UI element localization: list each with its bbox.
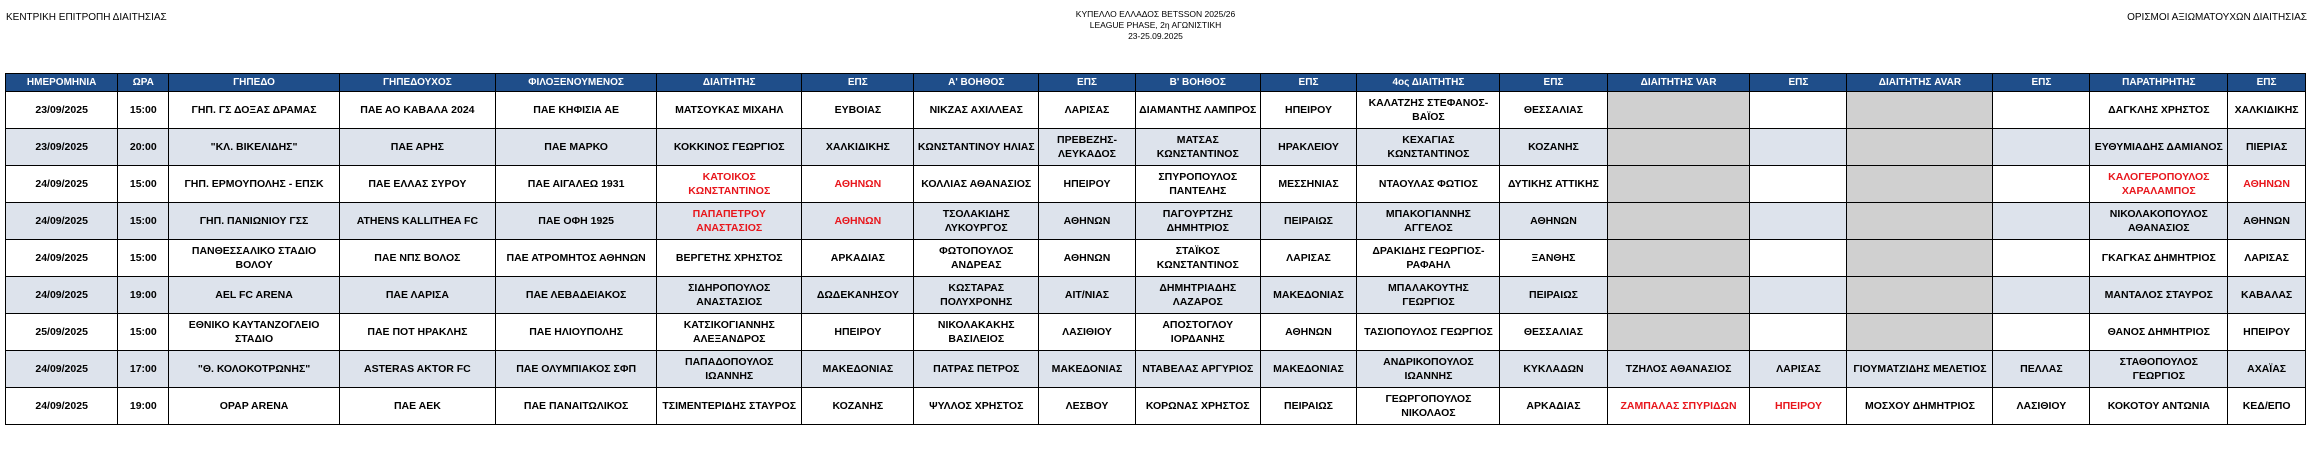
cell-away: ΠΑΕ ΚΗΦΙΣΙΑ ΑΕ <box>495 92 656 129</box>
cell-observer: ΚΑΛΟΓΕΡΟΠΟΥΛΟΣ ΧΑΡΑΛΑΜΠΟΣ <box>2090 166 2228 203</box>
cell-avar <box>1847 203 1993 240</box>
cell-home: ΠΑΕ ΑΕΚ <box>339 388 495 425</box>
cell-referee-eps: ΑΘΗΝΩΝ <box>802 203 914 240</box>
cell-fourth-eps: ΚΟΖΑΝΗΣ <box>1500 129 1607 166</box>
cell-observer-eps: ΗΠΕΙΡΟΥ <box>2228 314 2306 351</box>
cell-home: ΠΑΕ ΝΠΣ ΒΟΛΟΣ <box>339 240 495 277</box>
cell-ar1-eps: ΛΑΡΙΣΑΣ <box>1039 92 1136 129</box>
cell-date: 24/09/2025 <box>6 351 118 388</box>
cell-ar2: ΣΤΑΪΚΟΣ ΚΩΝΣΤΑΝΤΙΝΟΣ <box>1135 240 1260 277</box>
cell-var-eps <box>1750 314 1847 351</box>
cell-observer-eps: ΠΙΕΡΙΑΣ <box>2228 129 2306 166</box>
cell-avar: ΓΙΟΥΜΑΤΖΙΔΗΣ ΜΕΛΕΤΙΟΣ <box>1847 351 1993 388</box>
cell-observer: ΣΤΑΘΟΠΟΥΛΟΣ ΓΕΩΡΓΙΟΣ <box>2090 351 2228 388</box>
cell-avar: ΜΟΣΧΟΥ ΔΗΜΗΤΡΙΟΣ <box>1847 388 1993 425</box>
cell-date: 24/09/2025 <box>6 166 118 203</box>
cell-avar <box>1847 129 1993 166</box>
cell-referee: ΠΑΠΑΔΟΠΟΥΛΟΣ ΙΩΑΝΝΗΣ <box>657 351 802 388</box>
cell-time: 19:00 <box>118 277 169 314</box>
cell-ar1-eps: ΠΡΕΒΕΖΗΣ-ΛΕΥΚΑΔΟΣ <box>1039 129 1136 166</box>
cell-fourth-eps: ΘΕΣΣΑΛΙΑΣ <box>1500 314 1607 351</box>
cell-ar1-eps: ΛΕΣΒΟΥ <box>1039 388 1136 425</box>
cell-fourth: ΔΡΑΚΙΔΗΣ ΓΕΩΡΓΙΟΣ-ΡΑΦΑΗΛ <box>1357 240 1500 277</box>
cell-var-eps <box>1750 166 1847 203</box>
cell-home: ΠΑΕ ΑΡΗΣ <box>339 129 495 166</box>
cell-ar1-eps: ΜΑΚΕΔΟΝΙΑΣ <box>1039 351 1136 388</box>
cell-fourth-eps: ΑΘΗΝΩΝ <box>1500 203 1607 240</box>
cell-avar-eps <box>1993 166 2090 203</box>
cell-ar2-eps: ΠΕΙΡΑΙΩΣ <box>1260 388 1357 425</box>
cell-home: ΠΑΕ ΛΑΡΙΣΑ <box>339 277 495 314</box>
cell-ar2: ΑΠΟΣΤΟΓΛΟΥ ΙΟΡΔΑΝΗΣ <box>1135 314 1260 351</box>
cell-ar2: ΔΗΜΗΤΡΙΑΔΗΣ ΛΑΖΑΡΟΣ <box>1135 277 1260 314</box>
cell-ar1-eps: ΗΠΕΙΡΟΥ <box>1039 166 1136 203</box>
cell-avar-eps <box>1993 203 2090 240</box>
col-header-avar: ΔΙΑΙΤΗΤΗΣ AVAR <box>1847 74 1993 92</box>
cell-avar-eps <box>1993 92 2090 129</box>
cell-fourth: ΜΠΑΚΟΓΙΑΝΝΗΣ ΑΓΓΕΛΟΣ <box>1357 203 1500 240</box>
col-header-date: ΗΜΕΡΟΜΗΝΙΑ <box>6 74 118 92</box>
cell-home: ΠΑΕ ΑΟ ΚΑΒΑΛΑ 2024 <box>339 92 495 129</box>
cell-referee-eps: ΧΑΛΚΙΔΙΚΗΣ <box>802 129 914 166</box>
cell-fourth: ΚΕΧΑΓΙΑΣ ΚΩΝΣΤΑΝΤΙΝΟΣ <box>1357 129 1500 166</box>
cell-var: ΖΑΜΠΑΛΑΣ ΣΠΥΡΙΔΩΝ <box>1607 388 1750 425</box>
cell-observer: ΔΑΓΚΛΗΣ ΧΡΗΣΤΟΣ <box>2090 92 2228 129</box>
cell-avar <box>1847 92 1993 129</box>
cell-referee: ΚΑΤΣΙΚΟΓΙΑΝΝΗΣ ΑΛΕΞΑΝΔΡΟΣ <box>657 314 802 351</box>
cell-ar2: ΝΤΑΒΕΛΑΣ ΑΡΓΥΡΙΟΣ <box>1135 351 1260 388</box>
cell-referee: ΒΕΡΓΕΤΗΣ ΧΡΗΣΤΟΣ <box>657 240 802 277</box>
cell-var <box>1607 277 1750 314</box>
cell-date: 25/09/2025 <box>6 314 118 351</box>
table-row <box>6 203 2306 240</box>
table-row <box>6 314 2306 351</box>
cell-time: 15:00 <box>118 92 169 129</box>
col-header-ar2-eps: ΕΠΣ <box>1260 74 1357 92</box>
cell-ar2-eps: ΜΑΚΕΔΟΝΙΑΣ <box>1260 351 1357 388</box>
cell-ar2-eps: ΗΡΑΚΛΕΙΟΥ <box>1260 129 1357 166</box>
cell-avar <box>1847 240 1993 277</box>
cell-away: ΠΑΕ ΛΕΒΑΔΕΙΑΚΟΣ <box>495 277 656 314</box>
cell-avar <box>1847 277 1993 314</box>
col-header-time: ΩΡΑ <box>118 74 169 92</box>
referee-assignments-table <box>5 73 2306 425</box>
col-header-ar1: Α' ΒΟΗΘΟΣ <box>914 74 1039 92</box>
cell-stadium: ΕΘΝΙΚΟ ΚΑΥΤΑΝΖΟΓΛΕΙΟ ΣΤΑΔΙΟ <box>169 314 339 351</box>
cell-ar1-eps: ΑΘΗΝΩΝ <box>1039 203 1136 240</box>
cell-fourth-eps: ΑΡΚΑΔΙΑΣ <box>1500 388 1607 425</box>
col-header-ar2: Β' ΒΟΗΘΟΣ <box>1135 74 1260 92</box>
cell-away: ΠΑΕ ΠΑΝΑΙΤΩΛΙΚΟΣ <box>495 388 656 425</box>
cell-date: 24/09/2025 <box>6 203 118 240</box>
cell-var-eps <box>1750 203 1847 240</box>
cell-time: 15:00 <box>118 240 169 277</box>
cell-observer: ΕΥΘΥΜΙΑΔΗΣ ΔΑΜΙΑΝΟΣ <box>2090 129 2228 166</box>
cell-var: ΤΖΗΛΟΣ ΑΘΑΝΑΣΙΟΣ <box>1607 351 1750 388</box>
table-row <box>6 240 2306 277</box>
cell-var <box>1607 203 1750 240</box>
col-header-referee-eps: ΕΠΣ <box>802 74 914 92</box>
table-row <box>6 388 2306 425</box>
cell-ar1: ΨΥΛΛΟΣ ΧΡΗΣΤΟΣ <box>914 388 1039 425</box>
cell-avar-eps: ΠΕΛΛΑΣ <box>1993 351 2090 388</box>
cell-date: 24/09/2025 <box>6 277 118 314</box>
col-header-avar-eps: ΕΠΣ <box>1993 74 2090 92</box>
cell-stadium: ΠΑΝΘΕΣΣΑΛΙΚΟ ΣΤΑΔΙΟ ΒΟΛΟΥ <box>169 240 339 277</box>
cell-date: 23/09/2025 <box>6 129 118 166</box>
table-row <box>6 92 2306 129</box>
cell-stadium: "ΚΛ. ΒΙΚΕΛΙΔΗΣ" <box>169 129 339 166</box>
cell-home: ΠΑΕ ΠΟΤ ΗΡΑΚΛΗΣ <box>339 314 495 351</box>
cell-observer: ΓΚΑΓΚΑΣ ΔΗΜΗΤΡΙΟΣ <box>2090 240 2228 277</box>
col-header-observer: ΠΑΡΑΤΗΡΗΤΗΣ <box>2090 74 2228 92</box>
cell-ar2-eps: ΜΕΣΣΗΝΙΑΣ <box>1260 166 1357 203</box>
cell-ar2: ΣΠΥΡΟΠΟΥΛΟΣ ΠΑΝΤΕΛΗΣ <box>1135 166 1260 203</box>
cell-avar <box>1847 314 1993 351</box>
cell-stadium: OPAP ARENA <box>169 388 339 425</box>
cell-referee: ΠΑΠΑΠΕΤΡΟΥ ΑΝΑΣΤΑΣΙΟΣ <box>657 203 802 240</box>
cell-fourth-eps: ΠΕΙΡΑΙΩΣ <box>1500 277 1607 314</box>
cell-var-eps: ΛΑΡΙΣΑΣ <box>1750 351 1847 388</box>
table-row <box>6 129 2306 166</box>
cell-date: 24/09/2025 <box>6 240 118 277</box>
cell-fourth-eps: ΞΑΝΘΗΣ <box>1500 240 1607 277</box>
cell-referee: ΚΑΤΟΙΚΟΣ ΚΩΝΣΤΑΝΤΙΝΟΣ <box>657 166 802 203</box>
col-header-var-eps: ΕΠΣ <box>1750 74 1847 92</box>
cell-var <box>1607 240 1750 277</box>
cell-ar1: ΝΙΚΟΛΑΚΑΚΗΣ ΒΑΣΙΛΕΙΟΣ <box>914 314 1039 351</box>
cell-referee-eps: ΗΠΕΙΡΟΥ <box>802 314 914 351</box>
cell-observer: ΚΟΚΟΤΟΥ ΑΝΤΩΝΙΑ <box>2090 388 2228 425</box>
cell-ar2-eps: ΗΠΕΙΡΟΥ <box>1260 92 1357 129</box>
cell-fourth: ΤΑΣΙΟΠΟΥΛΟΣ ΓΕΩΡΓΙΟΣ <box>1357 314 1500 351</box>
cell-observer-eps: ΚΕΔ/ΕΠΟ <box>2228 388 2306 425</box>
competition-dates: 23-25.09.2025 <box>1128 31 1183 41</box>
cell-date: 23/09/2025 <box>6 92 118 129</box>
cell-ar1-eps: ΑΘΗΝΩΝ <box>1039 240 1136 277</box>
cell-ar1-eps: ΛΑΣΙΘΙΟΥ <box>1039 314 1136 351</box>
cell-fourth: ΑΝΔΡΙΚΟΠΟΥΛΟΣ ΙΩΑΝΝΗΣ <box>1357 351 1500 388</box>
cell-ar1: ΦΩΤΟΠΟΥΛΟΣ ΑΝΔΡΕΑΣ <box>914 240 1039 277</box>
cell-observer: ΜΑΝΤΑΛΟΣ ΣΤΑΥΡΟΣ <box>2090 277 2228 314</box>
cell-stadium: ΓΗΠ. ΕΡΜΟΥΠΟΛΗΣ - ΕΠΣΚ <box>169 166 339 203</box>
cell-stadium: ΓΗΠ. ΓΣ ΔΟΞΑΣ ΔΡΑΜΑΣ <box>169 92 339 129</box>
cell-referee: ΤΣΙΜΕΝΤΕΡΙΔΗΣ ΣΤΑΥΡΟΣ <box>657 388 802 425</box>
cell-var <box>1607 92 1750 129</box>
cell-home: ATHENS KALLITHEA FC <box>339 203 495 240</box>
cell-ar2: ΜΑΤΣΑΣ ΚΩΝΣΤΑΝΤΙΝΟΣ <box>1135 129 1260 166</box>
col-header-stadium: ΓΗΠΕΔΟ <box>169 74 339 92</box>
cell-ar1: ΚΩΣΤΑΡΑΣ ΠΟΛΥΧΡΟΝΗΣ <box>914 277 1039 314</box>
cell-fourth-eps: ΚΥΚΛΑΔΩΝ <box>1500 351 1607 388</box>
cell-ar1: ΤΣΟΛΑΚΙΔΗΣ ΛΥΚΟΥΡΓΟΣ <box>914 203 1039 240</box>
committee-title: ΚΕΝΤΡΙΚΗ ΕΠΙΤΡΟΠΗ ΔΙΑΙΤΗΣΙΑΣ <box>6 12 167 23</box>
cell-away: ΠΑΕ ΜΑΡΚΟ <box>495 129 656 166</box>
cell-time: 15:00 <box>118 203 169 240</box>
cell-home: ΠΑΕ ΕΛΛΑΣ ΣΥΡΟΥ <box>339 166 495 203</box>
cell-ar2-eps: ΑΘΗΝΩΝ <box>1260 314 1357 351</box>
cell-ar1-eps: ΑΙΤ/ΝΙΑΣ <box>1039 277 1136 314</box>
cell-time: 15:00 <box>118 166 169 203</box>
table-row <box>6 351 2306 388</box>
col-header-fourth-eps: ΕΠΣ <box>1500 74 1607 92</box>
cell-ar2: ΚΟΡΩΝΑΣ ΧΡΗΣΤΟΣ <box>1135 388 1260 425</box>
cell-var-eps <box>1750 240 1847 277</box>
cell-var <box>1607 166 1750 203</box>
cell-ar1: ΠΑΤΡΑΣ ΠΕΤΡΟΣ <box>914 351 1039 388</box>
col-header-observer-eps: ΕΠΣ <box>2228 74 2306 92</box>
competition-phase: LEAGUE PHASE, 2η ΑΓΩΝΙΣΤΙΚΗ <box>1089 20 1222 30</box>
cell-var <box>1607 314 1750 351</box>
cell-away: ΠΑΕ ΟΦΗ 1925 <box>495 203 656 240</box>
competition-heading <box>0 9 2311 42</box>
cell-var-eps <box>1750 92 1847 129</box>
competition-name: ΚΥΠΕΛΛΟ ΕΛΛΑΔΟΣ BETSSON 2025/26 <box>1075 9 1236 19</box>
cell-referee: ΜΑΤΣΟΥΚΑΣ ΜΙΧΑΗΛ <box>657 92 802 129</box>
cell-referee-eps: ΕΥΒΟΙΑΣ <box>802 92 914 129</box>
cell-referee: ΚΟΚΚΙΝΟΣ ΓΕΩΡΓΙΟΣ <box>657 129 802 166</box>
cell-fourth-eps: ΔΥΤΙΚΗΣ ΑΤΤΙΚΗΣ <box>1500 166 1607 203</box>
cell-referee-eps: ΜΑΚΕΔΟΝΙΑΣ <box>802 351 914 388</box>
col-header-referee: ΔΙΑΙΤΗΤΗΣ <box>657 74 802 92</box>
cell-time: 17:00 <box>118 351 169 388</box>
cell-avar-eps <box>1993 129 2090 166</box>
cell-fourth: ΝΤΑΟΥΛΑΣ ΦΩΤΙΟΣ <box>1357 166 1500 203</box>
document-title: ΟΡΙΣΜΟΙ ΑΞΙΩΜΑΤΟΥΧΩΝ ΔΙΑΙΤΗΣΙΑΣ <box>2127 12 2307 23</box>
cell-ar2-eps: ΜΑΚΕΔΟΝΙΑΣ <box>1260 277 1357 314</box>
cell-var-eps: ΗΠΕΙΡΟΥ <box>1750 388 1847 425</box>
cell-fourth: ΓΕΩΡΓΟΠΟΥΛΟΣ ΝΙΚΟΛΑΟΣ <box>1357 388 1500 425</box>
cell-ar2-eps: ΠΕΙΡΑΙΩΣ <box>1260 203 1357 240</box>
cell-observer: ΘΑΝΟΣ ΔΗΜΗΤΡΙΟΣ <box>2090 314 2228 351</box>
cell-stadium: ΓΗΠ. ΠΑΝΙΩΝΙΟΥ ΓΣΣ <box>169 203 339 240</box>
cell-home: ASTERAS AKTOR FC <box>339 351 495 388</box>
cell-ar2: ΠΑΓΟΥΡΤΖΗΣ ΔΗΜΗΤΡΙΟΣ <box>1135 203 1260 240</box>
cell-away: ΠΑΕ ΗΛΙΟΥΠΟΛΗΣ <box>495 314 656 351</box>
cell-ar1: ΚΩΝΣΤΑΝΤΙΝΟΥ ΗΛΙΑΣ <box>914 129 1039 166</box>
table-row <box>6 277 2306 314</box>
cell-away: ΠΑΕ ΑΙΓΑΛΕΩ 1931 <box>495 166 656 203</box>
cell-referee-eps: ΔΩΔΕΚΑΝΗΣΟΥ <box>802 277 914 314</box>
cell-avar-eps <box>1993 240 2090 277</box>
cell-var <box>1607 129 1750 166</box>
cell-observer-eps: ΑΘΗΝΩΝ <box>2228 203 2306 240</box>
cell-fourth-eps: ΘΕΣΣΑΛΙΑΣ <box>1500 92 1607 129</box>
cell-avar-eps <box>1993 314 2090 351</box>
cell-avar-eps <box>1993 277 2090 314</box>
cell-stadium: AEL FC ARENA <box>169 277 339 314</box>
cell-time: 20:00 <box>118 129 169 166</box>
cell-observer-eps: ΛΑΡΙΣΑΣ <box>2228 240 2306 277</box>
cell-ar2: ΔΙΑΜΑΝΤΗΣ ΛΑΜΠΡΟΣ <box>1135 92 1260 129</box>
cell-ar2-eps: ΛΑΡΙΣΑΣ <box>1260 240 1357 277</box>
col-header-away: ΦΙΛΟΞΕΝΟΥΜΕΝΟΣ <box>495 74 656 92</box>
cell-referee: ΣΙΔΗΡΟΠΟΥΛΟΣ ΑΝΑΣΤΑΣΙΟΣ <box>657 277 802 314</box>
col-header-home: ΓΗΠΕΔΟΥΧΟΣ <box>339 74 495 92</box>
cell-stadium: "Θ. ΚΟΛΟΚΟΤΡΩΝΗΣ" <box>169 351 339 388</box>
table-row <box>6 166 2306 203</box>
cell-time: 19:00 <box>118 388 169 425</box>
col-header-var: ΔΙΑΙΤΗΤΗΣ VAR <box>1607 74 1750 92</box>
col-header-fourth: 4ος ΔΙΑΙΤΗΤΗΣ <box>1357 74 1500 92</box>
cell-ar1: ΝΙΚΖΑΣ ΑΧΙΛΛΕΑΣ <box>914 92 1039 129</box>
cell-referee-eps: ΑΘΗΝΩΝ <box>802 166 914 203</box>
cell-time: 15:00 <box>118 314 169 351</box>
col-header-ar1-eps: ΕΠΣ <box>1039 74 1136 92</box>
cell-away: ΠΑΕ ΟΛΥΜΠΙΑΚΟΣ ΣΦΠ <box>495 351 656 388</box>
cell-fourth: ΚΑΛΑΤΖΗΣ ΣΤΕΦΑΝΟΣ-ΒΑΪΟΣ <box>1357 92 1500 129</box>
cell-observer-eps: ΑΘΗΝΩΝ <box>2228 166 2306 203</box>
cell-var-eps <box>1750 129 1847 166</box>
cell-avar-eps: ΛΑΣΙΘΙΟΥ <box>1993 388 2090 425</box>
cell-fourth: ΜΠΑΛΑΚΟΥΤΗΣ ΓΕΩΡΓΙΟΣ <box>1357 277 1500 314</box>
cell-away: ΠΑΕ ΑΤΡΟΜΗΤΟΣ ΑΘΗΝΩΝ <box>495 240 656 277</box>
cell-observer-eps: ΚΑΒΑΛΑΣ <box>2228 277 2306 314</box>
cell-var-eps <box>1750 277 1847 314</box>
cell-referee-eps: ΚΟΖΑΝΗΣ <box>802 388 914 425</box>
cell-referee-eps: ΑΡΚΑΔΙΑΣ <box>802 240 914 277</box>
table-header-row <box>6 74 2306 92</box>
cell-observer-eps: ΧΑΛΚΙΔΙΚΗΣ <box>2228 92 2306 129</box>
cell-observer-eps: ΑΧΑΪΑΣ <box>2228 351 2306 388</box>
cell-avar <box>1847 166 1993 203</box>
cell-ar1: ΚΟΛΛΙΑΣ ΑΘΑΝΑΣΙΟΣ <box>914 166 1039 203</box>
cell-observer: ΝΙΚΟΛΑΚΟΠΟΥΛΟΣ ΑΘΑΝΑΣΙΟΣ <box>2090 203 2228 240</box>
cell-date: 24/09/2025 <box>6 388 118 425</box>
